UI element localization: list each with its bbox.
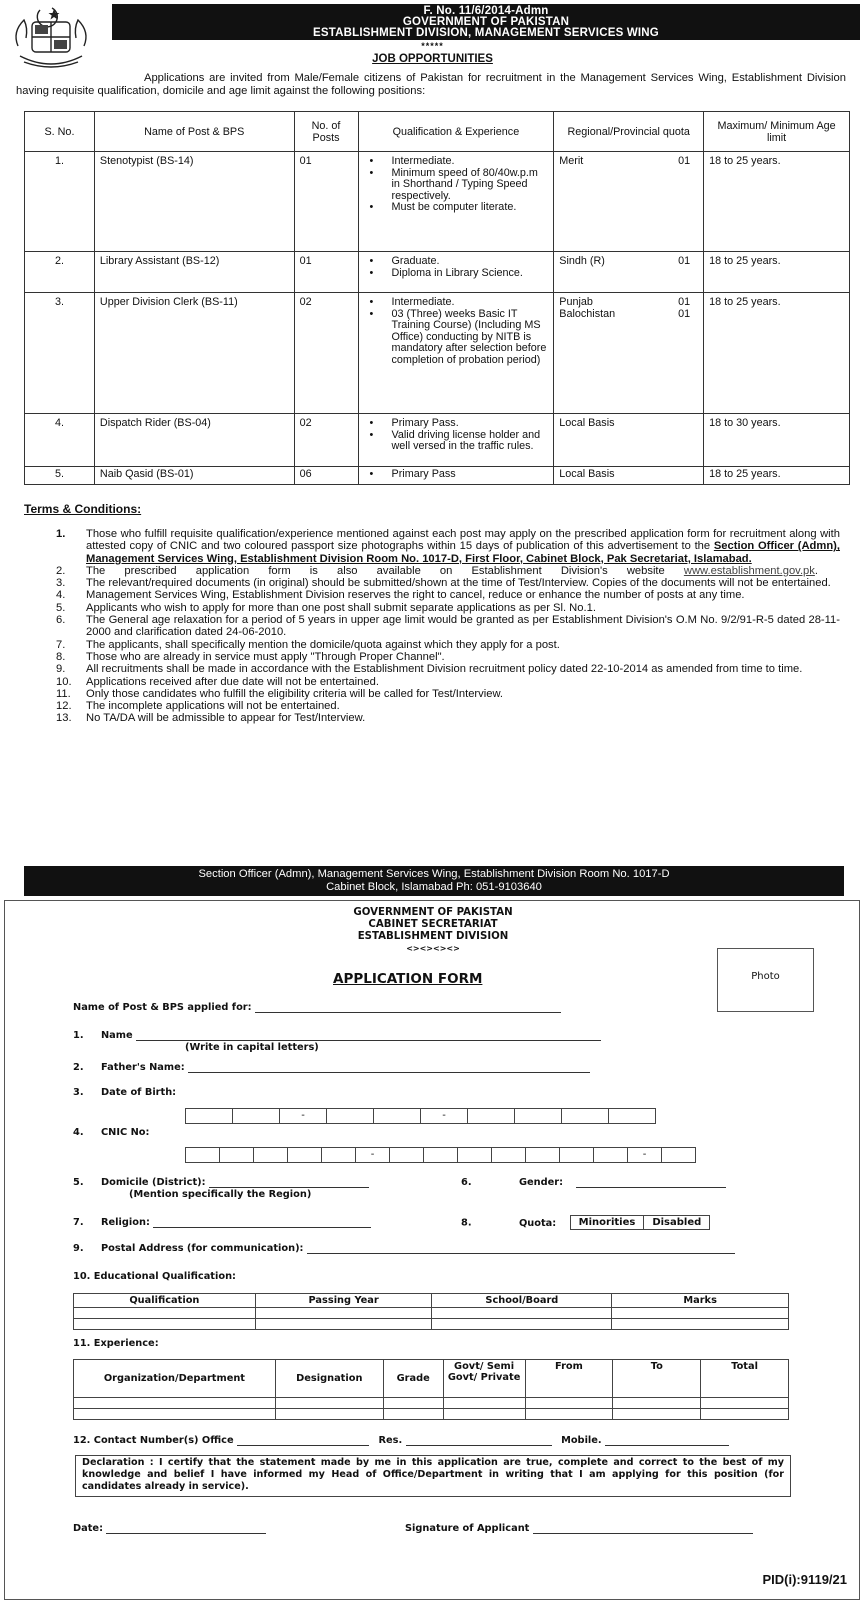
post-applied-row (73, 1002, 561, 1013)
intro-paragraph: Applications are invited from Male/Female citizens of Pakistan for recruitment in the Management Services Wing, Establishment Division having requisite qualification, domicile and age limit against the following positions: (16, 72, 846, 97)
sno-cell: 4. (25, 414, 95, 467)
submission-address: Section Officer (Admn), Management Services Wing, Establishment Division Room No. 1017-D, First Floor, Cabinet Block, Pak Secretariat, Islamabad. (86, 540, 840, 565)
quota-line (559, 418, 698, 430)
qualification-item: • Minimum speed of 80/40w.p.m in Shorthand / Typing Speed respectively. (364, 168, 549, 203)
field-number: 3. (73, 1087, 84, 1098)
dob-boxes[interactable] (185, 1108, 655, 1124)
post-applied-label: Name of Post & BPS applied for: (73, 1002, 252, 1013)
table-row[interactable] (74, 1319, 789, 1330)
date-field[interactable] (106, 1524, 266, 1534)
experience-table (73, 1359, 789, 1420)
header-banner (112, 4, 860, 40)
header-quota: Regional/Provincial quota (554, 112, 704, 152)
qualification-item: • Primary Pass (364, 469, 549, 481)
father-name-label: Father's Name: (100, 1062, 185, 1073)
term-item (56, 528, 840, 565)
quota-line (559, 156, 698, 168)
postal-address-row (73, 1243, 735, 1254)
term-number: 9. (56, 663, 66, 676)
term-number: 5. (56, 601, 66, 614)
quota-option-disabled[interactable]: Disabled (643, 1216, 709, 1229)
contact-office-field[interactable] (237, 1436, 369, 1446)
table-row (25, 252, 850, 293)
qualification-cell (358, 414, 554, 467)
contact-footer (24, 866, 844, 896)
field-number: 8. (461, 1217, 472, 1229)
term-number: 2. (56, 564, 66, 577)
contact-office-label: 12. Contact Number(s) Office (73, 1435, 234, 1446)
posts-cell: 01 (294, 152, 358, 252)
age-cell: 18 to 25 years. (704, 252, 850, 293)
exp-header-organization: Organization/Department (74, 1360, 276, 1398)
term-number: 8. (56, 650, 66, 663)
age-cell: 18 to 25 years. (704, 467, 850, 485)
term-number: 1. (56, 528, 66, 540)
cnic-boxes[interactable] (185, 1147, 695, 1163)
cnic-box[interactable] (423, 1147, 458, 1163)
quota-count: 01 (678, 255, 691, 267)
table-row (25, 293, 850, 414)
cnic-box[interactable] (287, 1147, 322, 1163)
quota-cell (554, 467, 704, 485)
quota-region: Local Basis (559, 468, 615, 480)
father-name-row (73, 1062, 590, 1073)
field-number: 7. (73, 1217, 84, 1228)
term-text: Management Services Wing, Establishment Division reserves the right to cancel, reduce or enhance the number of posts at any time. (86, 589, 745, 602)
edu-header-school-board: School/Board (432, 1294, 612, 1308)
postal-address-field[interactable] (307, 1244, 735, 1254)
cnic-box[interactable] (253, 1147, 288, 1163)
qualification-item: • Must be computer literate. (364, 202, 549, 214)
age-cell: 18 to 25 years. (704, 152, 850, 252)
term-text: Those who fulfill requisite qualification/experience mentioned against each post may apply on the prescribed application form for recruitment along with attested copy of CNIC and two coloured passport size photographs within 15 days of publication of this advertisement to the (86, 528, 840, 553)
term-item (56, 589, 840, 601)
date-label: Date: (73, 1523, 103, 1534)
term-text: The applicants, shall specifically mention the domicile/quota against which they apply for a post. (86, 638, 560, 651)
term-item (56, 639, 840, 651)
form-header-line: GOVERNMENT OF PAKISTAN (353, 907, 513, 918)
qualification-item: • Intermediate. (364, 297, 549, 309)
term-number: 10. (56, 675, 72, 688)
footer-line: Cabinet Block, Islamabad Ph: 051-9103640 (326, 881, 542, 893)
term-text: Applicants who wish to apply for more than one post shall submit separate applications as per Sl. No.1. (86, 601, 596, 614)
domicile-note: (Mention specifically the Region) (129, 1189, 312, 1200)
contact-res-label: Res. (378, 1435, 403, 1446)
dob-box[interactable]: - (420, 1108, 468, 1124)
domicile-field[interactable] (209, 1178, 369, 1188)
domicile-row (73, 1177, 369, 1188)
age-cell: 18 to 30 years. (704, 414, 850, 467)
header-sno: S. No. (25, 112, 95, 152)
header-qualification: Qualification & Experience (358, 112, 554, 152)
signature-row (405, 1523, 753, 1534)
term-number: 13. (56, 712, 72, 725)
dob-box[interactable] (185, 1108, 233, 1124)
postal-address-label: Postal Address (for communication): (100, 1243, 304, 1254)
header-age: Maximum/ Minimum Age limit (704, 112, 850, 152)
sno-cell: 1. (25, 152, 95, 252)
contact-row (73, 1435, 729, 1446)
signature-field[interactable] (533, 1524, 753, 1534)
name-row (73, 1030, 601, 1041)
term-item (56, 614, 840, 639)
term-text: The prescribed application form is also available on Establishment Division's website (86, 564, 684, 577)
quota-region: Merit (559, 155, 584, 167)
religion-row (73, 1217, 371, 1228)
form-header-ornament: <><><><> (406, 944, 460, 953)
dob-box[interactable] (608, 1108, 656, 1124)
cnic-box[interactable] (321, 1147, 356, 1163)
dob-label: Date of Birth: (100, 1087, 177, 1098)
exp-header-grade: Grade (383, 1360, 443, 1398)
term-text-end: . (814, 564, 818, 577)
cnic-box[interactable]: - (627, 1147, 662, 1163)
dob-box[interactable] (514, 1108, 562, 1124)
term-item (56, 712, 840, 724)
quota-label: Quota: (518, 1217, 557, 1229)
term-item (56, 700, 840, 712)
sno-cell: 2. (25, 252, 95, 293)
declaration-box: Declaration : I certify that the statement made by me in this application are true, complete and correct to the best of my knowledge and belief I have informed my Head of Office/Department in writing that I am applying for this position (for candidates already in service). (75, 1455, 791, 1497)
quota-count: 01 (678, 296, 691, 308)
field-number: 6. (461, 1177, 472, 1188)
quota-option-minorities[interactable]: Minorities (578, 1217, 636, 1228)
signature-label: Signature of Applicant (405, 1523, 530, 1534)
term-text: All recruitments shall be made in accordance with the Establishment Division recruitment policy dated 22-10-2014 as amended from time to time. (86, 663, 803, 676)
posts-cell: 01 (294, 252, 358, 293)
dob-row (73, 1087, 176, 1098)
education-table (73, 1293, 789, 1330)
term-number: 4. (56, 589, 66, 602)
term-text: No TA/DA will be admissible to appear for Test/Interview. (86, 712, 366, 725)
website-link[interactable]: www.establishment.gov.pk (683, 564, 815, 577)
quota-cell (554, 152, 704, 252)
father-name-field[interactable] (188, 1063, 590, 1073)
header-posts-count: No. of Posts (294, 112, 358, 152)
cnic-box[interactable] (593, 1147, 628, 1163)
dob-box[interactable] (232, 1108, 280, 1124)
term-item (56, 602, 840, 614)
header-post: Name of Post & BPS (94, 112, 294, 152)
quota-line (559, 256, 698, 268)
qualification-item: • Primary Pass. (364, 418, 549, 430)
qualification-item: • Intermediate. (364, 156, 549, 168)
name-field[interactable] (136, 1031, 601, 1041)
cnic-row (73, 1127, 149, 1138)
field-number: 9. (73, 1243, 84, 1254)
quota-line (559, 297, 698, 309)
gender-field[interactable] (576, 1178, 726, 1188)
post-applied-field[interactable] (255, 1003, 561, 1013)
dob-box[interactable] (326, 1108, 374, 1124)
dob-box[interactable] (373, 1108, 421, 1124)
form-header-line: CABINET SECRETARIAT (368, 919, 498, 930)
exp-header-total: Total (701, 1360, 789, 1398)
religion-field[interactable] (153, 1218, 371, 1228)
term-text: Applications received after due date will not be entertained. (86, 675, 379, 688)
quota-options (570, 1215, 711, 1230)
experience-header-row (74, 1360, 789, 1398)
posts-cell: 02 (294, 414, 358, 467)
table-header-row (25, 112, 850, 152)
dob-box[interactable]: - (279, 1108, 327, 1124)
exp-header-govt-type: Govt/ Semi Govt/ Private (443, 1360, 525, 1398)
post-cell: Upper Division Clerk (BS-11) (94, 293, 294, 414)
sno-cell: 5. (25, 467, 95, 485)
quota-cell (554, 293, 704, 414)
quota-line (559, 309, 698, 321)
term-text: Only those candidates who fulfill the eligibility criteria will be called for Test/Interview. (86, 687, 504, 700)
post-cell: Stenotypist (BS-14) (94, 152, 294, 252)
sno-cell: 3. (25, 293, 95, 414)
positions-table (24, 111, 850, 485)
contact-mobile-field[interactable] (605, 1436, 729, 1446)
qualification-cell (358, 152, 554, 252)
dob-box[interactable] (561, 1108, 609, 1124)
cnic-box[interactable] (525, 1147, 560, 1163)
term-item (56, 565, 840, 577)
cnic-box[interactable] (219, 1147, 254, 1163)
gender-label: Gender: (518, 1177, 564, 1188)
field-number: 4. (73, 1127, 84, 1138)
contact-mobile-label: Mobile. (561, 1435, 602, 1446)
table-row (25, 467, 850, 485)
term-text: The General age relaxation for a period of 5 years in upper age limit would be granted as per Establishment Division's O.M No. 9/2/91-R-5 dated 28-11-2000 and clarification dated 24-06-2010. (86, 614, 840, 639)
term-number: 3. (56, 577, 66, 590)
age-cell: 18 to 25 years. (704, 293, 850, 414)
term-item (56, 676, 840, 688)
qualification-item: • Graduate. (364, 256, 549, 268)
post-cell: Library Assistant (BS-12) (94, 252, 294, 293)
domicile-label: Domicile (District): (100, 1177, 206, 1188)
edu-header-marks: Marks (612, 1294, 789, 1308)
quota-region: Sindh (R) (559, 255, 605, 267)
qualification-cell (358, 293, 554, 414)
separator-stars: ***** (421, 41, 444, 51)
education-label: 10. Educational Qualification: (73, 1271, 236, 1282)
qualification-cell (358, 252, 554, 293)
name-label: Name (100, 1030, 133, 1041)
pid-number: PID(i):9119/21 (762, 1572, 847, 1587)
term-text: The relevant/required documents (in original) should be submitted/shown at the time of Test/Interview. Copies of the documents will not be entertained. (86, 577, 831, 590)
division-title: ESTABLISHMENT DIVISION, MANAGEMENT SERVICES WING (313, 27, 659, 39)
table-row[interactable] (74, 1409, 789, 1420)
cnic-label: CNIC No: (100, 1127, 150, 1138)
terms-heading: Terms & Conditions: (24, 502, 142, 516)
term-item (56, 688, 840, 700)
post-cell: Naib Qasid (BS-01) (94, 467, 294, 485)
date-row (73, 1523, 266, 1534)
application-form (4, 900, 860, 1600)
term-number: 12. (56, 700, 72, 713)
contact-res-field[interactable] (406, 1436, 552, 1446)
government-title: GOVERNMENT OF PAKISTAN (402, 16, 570, 28)
posts-cell: 02 (294, 293, 358, 414)
field-number: 2. (73, 1062, 84, 1073)
term-item (56, 663, 840, 675)
qualification-cell (358, 467, 554, 485)
name-note: (Write in capital letters) (185, 1042, 319, 1053)
footer-line: Section Officer (Admn), Management Services Wing, Establishment Division Room No. 1017-D (198, 868, 670, 880)
edu-header-passing-year: Passing Year (255, 1294, 432, 1308)
quota-row (461, 1215, 710, 1230)
form-header-line: ESTABLISHMENT DIVISION (357, 931, 509, 942)
posts-cell: 06 (294, 467, 358, 485)
field-number: 5. (73, 1177, 84, 1188)
term-item (56, 577, 840, 589)
quota-count: 01 (678, 307, 691, 320)
cnic-box[interactable] (559, 1147, 594, 1163)
qualification-item: • Valid driving license holder and well versed in the traffic rules. (364, 430, 549, 453)
qualification-item: • Diploma in Library Science. (364, 268, 549, 280)
table-row[interactable] (74, 1308, 789, 1319)
term-item (56, 651, 840, 663)
term-text: The incomplete applications will not be entertained. (86, 700, 340, 713)
quota-region: Local Basis (559, 417, 615, 429)
page-title: JOB OPPORTUNITIES (372, 53, 493, 65)
exp-header-designation: Designation (275, 1360, 383, 1398)
education-header-row (74, 1294, 789, 1308)
post-cell: Dispatch Rider (BS-04) (94, 414, 294, 467)
gender-row (461, 1177, 726, 1188)
cnic-box[interactable] (661, 1147, 696, 1163)
dob-box[interactable] (467, 1108, 515, 1124)
terms-list (56, 528, 840, 725)
quota-line (559, 469, 698, 481)
table-row[interactable] (74, 1398, 789, 1409)
edu-header-qualification: Qualification (74, 1294, 256, 1308)
table-row (25, 152, 850, 252)
field-number: 1. (73, 1030, 84, 1041)
cnic-box[interactable] (389, 1147, 424, 1163)
cnic-box[interactable] (185, 1147, 220, 1163)
cnic-box[interactable] (457, 1147, 492, 1163)
file-number: F. No. 11/6/2014-Admn (423, 5, 549, 17)
exp-header-from: From (525, 1360, 613, 1398)
cnic-box[interactable]: - (355, 1147, 390, 1163)
term-text: Those who are already in service must apply "Through Proper Channel". (86, 650, 445, 663)
quota-region: Balochistan (559, 307, 616, 320)
photo-box[interactable]: Photo (717, 948, 814, 1012)
term-number: 7. (56, 638, 66, 651)
experience-label: 11. Experience: (73, 1338, 159, 1349)
qualification-item: • 03 (Three) weeks Basic IT Training Course) (Including MS Office) conducting by NITB is mandatory after selection before completion of probation period) (364, 309, 549, 367)
quota-region: Punjab (559, 296, 593, 308)
religion-label: Religion: (100, 1217, 150, 1228)
quota-cell (554, 252, 704, 293)
exp-header-to: To (613, 1360, 701, 1398)
quota-cell (554, 414, 704, 467)
form-title: APPLICATION FORM (333, 971, 483, 987)
term-number: 11. (56, 687, 71, 700)
quota-count: 01 (678, 155, 691, 167)
term-number: 6. (56, 614, 66, 627)
cnic-box[interactable] (491, 1147, 526, 1163)
table-row (25, 414, 850, 467)
